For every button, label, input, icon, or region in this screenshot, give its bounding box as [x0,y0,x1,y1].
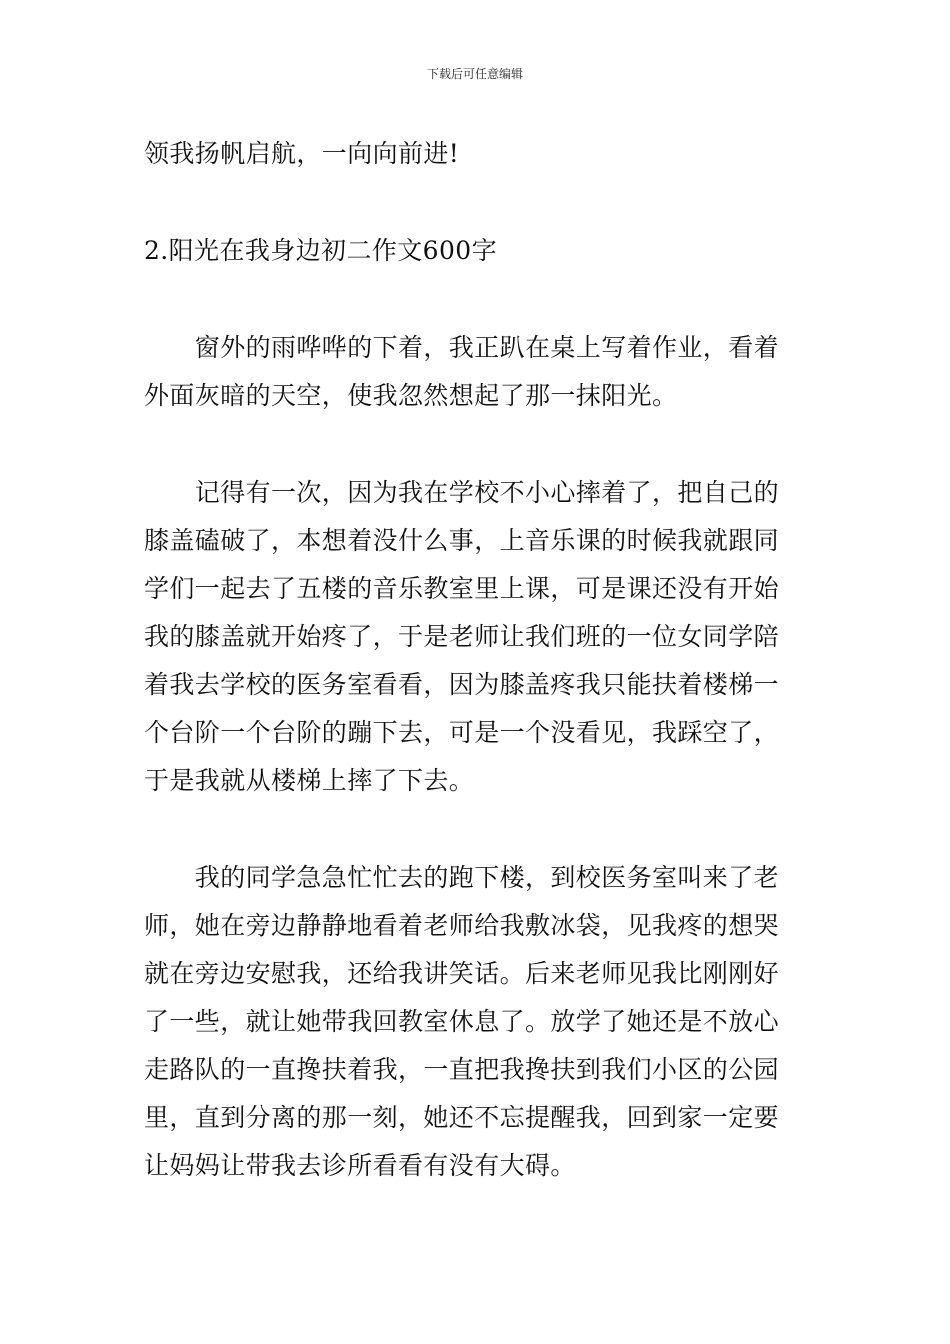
text-line: 个台阶一个台阶的蹦下去，可是一个没看见，我踩空了， [144,718,780,747]
closing-line-block [144,130,808,178]
text-line: 窗外的雨哗哗的下着，我正趴在桌上写着作业，看着 [144,333,780,362]
text-line: 我的膝盖就开始疼了，于是老师让我们班的一位女同学陪 [144,622,780,651]
text-line: 于是我就从楼梯上摔了下去。 [144,766,475,795]
text-line: 膝盖磕破了，本想着没什么事，上音乐课的时候我就跟同 [144,526,780,555]
text-line: 了一些，就让她带我回教室休息了。放学了她还是不放心 [144,1007,780,1036]
text-line: 让妈妈让带我去诊所看看有没有大碍。 [144,1151,576,1180]
essay-title: 2.阳光在我身边初二作文600字 [144,236,497,265]
paragraph-gap [144,275,808,324]
paragraph-1 [144,324,808,420]
page-header: 下载后可任意编辑 [426,67,523,81]
text-line: 领我扬帆启航，一向向前进! [144,139,460,168]
text-line: 里，直到分离的那一刻，她还不忘提醒我，回到家一定要 [144,1103,780,1132]
paragraph-gap [144,805,808,854]
text-line: 外面灰暗的天空，使我忽然想起了那一抹阳光。 [144,381,678,410]
text-line: 学们一起去了五楼的音乐教室里上课，可是课还没有开始 [144,574,780,603]
paragraph-3 [144,854,808,1190]
paragraph-gap [144,178,808,227]
paragraph-gap [144,420,808,469]
document-body [144,130,808,1190]
text-line: 就在旁边安慰我，还给我讲笑话。后来老师见我比刚刚好 [144,959,780,988]
text-line: 着我去学校的医务室看看，因为膝盖疼我只能扶着楼梯一 [144,670,780,699]
text-line: 记得有一次，因为我在学校不小心摔着了，把自己的 [144,478,780,507]
essay-title-block [144,227,808,275]
text-line: 走路队的一直搀扶着我，一直把我搀扶到我们小区的公园 [144,1055,780,1084]
paragraph-2 [144,469,808,805]
text-line: 我的同学急急忙忙去的跑下楼，到校医务室叫来了老 [144,863,780,892]
text-line: 师，她在旁边静静地看着老师给我敷冰袋，见我疼的想哭 [144,911,780,940]
